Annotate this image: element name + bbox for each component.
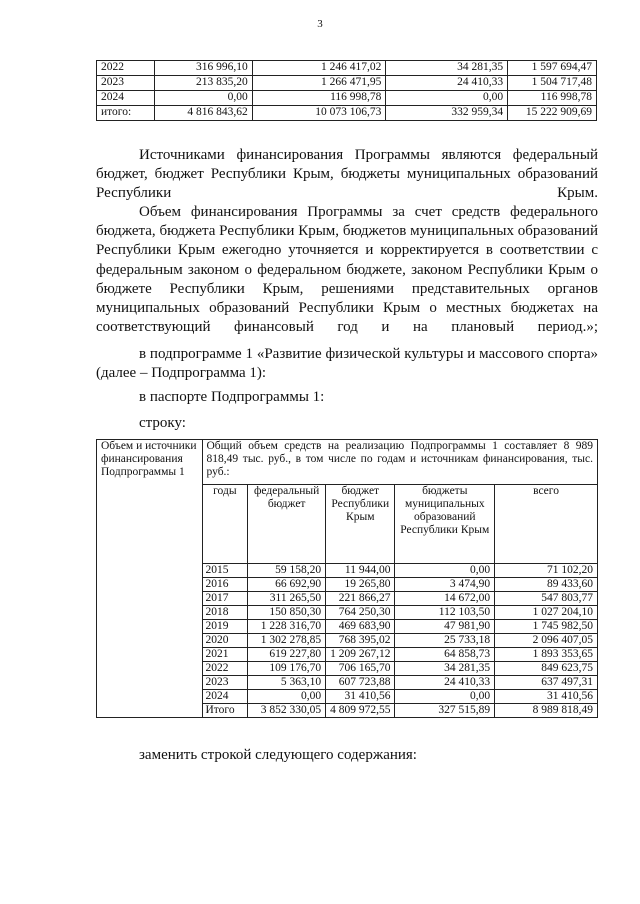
year-cell: 2022	[202, 662, 248, 676]
value-cell: 3 852 330,05	[248, 704, 326, 718]
value-cell: 150 850,30	[248, 606, 326, 620]
value-cell: 112 103,50	[395, 606, 495, 620]
page-number: 3	[317, 18, 323, 30]
subprogram-funding-table	[96, 439, 598, 718]
value-cell: 4 809 972,55	[326, 704, 395, 718]
column-header: годы	[202, 485, 248, 564]
passport-paragraph: в паспорте Подпрограммы 1:	[139, 389, 325, 405]
year-cell: 2018	[202, 606, 248, 620]
value-cell: 116 998,78	[252, 91, 386, 106]
funding-row-label: Объем и источники финансирования Подпрограммы 1	[97, 440, 203, 718]
year-cell: итого:	[97, 106, 155, 121]
year-cell: 2016	[202, 578, 248, 592]
value-cell: 1 893 353,65	[495, 648, 598, 662]
funding-sources-paragraph: Источниками финансирования Программы являются федеральный бюджет, бюджет Республики Крым, бюджеты муниципальных образований Республики Крым.	[96, 147, 598, 202]
value-cell: 768 395,02	[326, 634, 395, 648]
value-cell: 3 474,90	[395, 578, 495, 592]
value-cell: 5 363,10	[248, 676, 326, 690]
column-header: бюджет Республики Крым	[326, 485, 395, 564]
year-cell: 2019	[202, 620, 248, 634]
year-cell: 2024	[202, 690, 248, 704]
subprogram-intro-paragraph: в подпрограмме 1 «Развитие физической культуры и массового спорта» (далее – Подпрограмма 1):	[96, 346, 598, 382]
table-row	[97, 91, 597, 106]
value-cell: 1 266 471,95	[252, 76, 386, 91]
value-cell: 10 073 106,73	[252, 106, 386, 121]
value-cell: 2 096 407,05	[495, 634, 598, 648]
value-cell: 8 989 818,49	[495, 704, 598, 718]
value-cell: 109 176,70	[248, 662, 326, 676]
value-cell: 0,00	[395, 564, 495, 578]
value-cell: 71 102,20	[495, 564, 598, 578]
value-cell: 31 410,56	[495, 690, 598, 704]
year-cell: 2022	[97, 61, 155, 76]
value-cell: 1 209 267,12	[326, 648, 395, 662]
value-cell: 4 816 843,62	[154, 106, 252, 121]
value-cell: 19 265,80	[326, 578, 395, 592]
table-row	[97, 61, 597, 76]
value-cell: 1 228 316,70	[248, 620, 326, 634]
value-cell: 469 683,90	[326, 620, 395, 634]
value-cell: 547 803,77	[495, 592, 598, 606]
value-cell: 0,00	[386, 91, 508, 106]
value-cell: 1 027 204,10	[495, 606, 598, 620]
value-cell: 706 165,70	[326, 662, 395, 676]
value-cell: 14 672,00	[395, 592, 495, 606]
table-row	[97, 76, 597, 91]
value-cell: 0,00	[248, 690, 326, 704]
value-cell: 764 250,30	[326, 606, 395, 620]
column-header: всего	[495, 485, 598, 564]
row-label-paragraph: строку:	[139, 415, 186, 431]
value-cell: 116 998,78	[508, 91, 597, 106]
year-cell: 2017	[202, 592, 248, 606]
value-cell: 1 597 694,47	[508, 61, 597, 76]
value-cell: 1 745 982,50	[495, 620, 598, 634]
column-header: федеральный бюджет	[248, 485, 326, 564]
value-cell: 327 515,89	[395, 704, 495, 718]
replace-paragraph: заменить строкой следующего содержания:	[139, 747, 417, 763]
value-cell: 637 497,31	[495, 676, 598, 690]
value-cell: 31 410,56	[326, 690, 395, 704]
value-cell: 213 835,20	[154, 76, 252, 91]
year-cell: 2020	[202, 634, 248, 648]
value-cell: 34 281,35	[386, 61, 508, 76]
value-cell: 64 858,73	[395, 648, 495, 662]
value-cell: 59 158,20	[248, 564, 326, 578]
year-cell: 2021	[202, 648, 248, 662]
funding-summary-text: Общий объем средств на реализацию Подпрограммы 1 составляет 8 989 818,49 тыс. руб., в том числе по годам и источникам финансирования, тыс. руб.:	[202, 440, 598, 485]
value-cell: 607 723,88	[326, 676, 395, 690]
value-cell: 25 733,18	[395, 634, 495, 648]
value-cell: 15 222 909,69	[508, 106, 597, 121]
value-cell: 619 227,80	[248, 648, 326, 662]
value-cell: 24 410,33	[395, 676, 495, 690]
funding-volume-paragraph: Объем финансирования Программы за счет средств федерального бюджета, бюджета Республики Крым, бюджетов муниципальных образований Республики Крым ежегодно уточняется и корректируется в соответствии с федеральным законом о федеральном бюджете, законом Республики Крым о бюджете Республики Крым, решениями представительных органов муниципальных образований Республики Крым о местных бюджетах на соответствующий финансовый год и на плановый период.»;	[96, 204, 598, 336]
value-cell: 89 433,60	[495, 578, 598, 592]
value-cell: 47 981,90	[395, 620, 495, 634]
value-cell: 34 281,35	[395, 662, 495, 676]
year-cell: Итого	[202, 704, 248, 718]
value-cell: 221 866,27	[326, 592, 395, 606]
value-cell: 849 623,75	[495, 662, 598, 676]
value-cell: 311 265,50	[248, 592, 326, 606]
value-cell: 11 944,00	[326, 564, 395, 578]
value-cell: 1 246 417,02	[252, 61, 386, 76]
year-cell: 2023	[202, 676, 248, 690]
value-cell: 316 996,10	[154, 61, 252, 76]
table-row	[97, 106, 597, 121]
year-cell: 2023	[97, 76, 155, 91]
column-header: бюджеты муниципальных образований Республики Крым	[395, 485, 495, 564]
value-cell: 332 959,34	[386, 106, 508, 121]
value-cell: 66 692,90	[248, 578, 326, 592]
value-cell: 24 410,33	[386, 76, 508, 91]
year-cell: 2015	[202, 564, 248, 578]
funding-summary-table	[96, 60, 597, 121]
value-cell: 0,00	[154, 91, 252, 106]
value-cell: 0,00	[395, 690, 495, 704]
value-cell: 1 504 717,48	[508, 76, 597, 91]
year-cell: 2024	[97, 91, 155, 106]
value-cell: 1 302 278,85	[248, 634, 326, 648]
